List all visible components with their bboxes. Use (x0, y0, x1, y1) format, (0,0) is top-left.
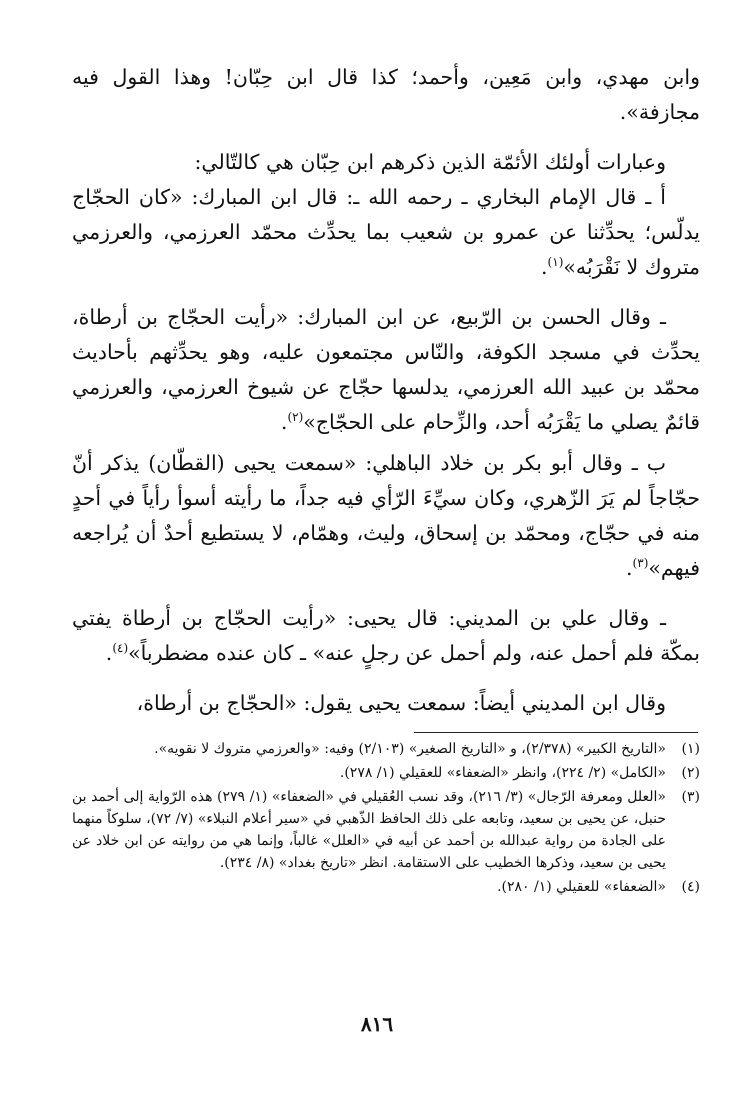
footnote-number: (٣) (681, 789, 700, 805)
footnote-text: «التاريخ الكبير» (٢/٣٧٨)، و «التاريخ الصغير» (٢/١٠٣) وفيه: «والعرزمي متروك لا نقويه». (154, 741, 666, 757)
paragraph-1: وابن مهدي، وابن مَعِين، وأحمد؛ كذا قال ابن حِبّان! وهذا القول فيه مجازفة». (72, 65, 700, 124)
paragraph-7: وقال ابن المديني أيضاً: سمعت يحيى يقول: «الحجّاج بن أرطاة، (136, 691, 666, 715)
paragraph-5: ب ـ وقال أبو بكر بن خلاد الباهلي: «سمعت يحيى (القطّان) يذكر أنّ حجّاجاً لم يَرَ الزّهري، وكان سيِّءَ الرّأي فيه جداً، ما رأيته أسوأ رأياً في أحدٍ منه في حجّاج، ومحمّد بن إسحاق، وليث، وهمّام، لا يستطيع أحدٌ أن يُراجعه فيهم»$^{(٣)}$. (72, 451, 700, 580)
footnote-ref-2[interactable]: (٢) (287, 410, 304, 425)
paragraph-4: ـ وقال الحسن بن الرّبيع، عن ابن المبارك: «رأيت الحجّاج بن أرطاة، يحدِّث في مسجد الكوفة، والنّاس مجتمعون عليه، وهو يحدِّثهم بأحاديث محمّد بن عبيد الله العرزمي، يدلسها حجّاج عن شيوخ العرزمي، والعرزمي قائمٌ يصلي ما يَقْرَبُه أحد، والزِّحام على الحجّاج»$^{(٢)}$. (72, 305, 700, 434)
footnotes (72, 738, 700, 900)
footnote-text: «الضعفاء» للعقيلي (١/ ٢٨٠). (497, 879, 666, 895)
paragraph-2: وعبارات أولئك الأئمّة الذين ذكرهم ابن حِبّان هي كالتّالي: (194, 150, 666, 174)
footnote-ref-1[interactable]: (١) (547, 255, 564, 270)
footnote-number: (٢) (681, 765, 700, 781)
footnote-3 (72, 786, 700, 874)
footnote-2 (72, 762, 700, 784)
footnote-divider (414, 732, 698, 733)
paragraph-3: أ ـ قال الإمام البخاري ـ رحمه الله ـ: قال ابن المبارك: «كان الحجّاج يدلّس؛ يحدِّثنا عن عمرو بن شعيب بما يحدِّث محمّد العرزمي، والعرزمي متروك لا نَقْرَبُه»$^{(١)}$. (72, 185, 700, 279)
main-text (72, 60, 700, 721)
footnote-ref-4[interactable]: (٤) (112, 641, 129, 656)
footnote-number: (١) (681, 741, 700, 757)
footnote-1 (72, 738, 700, 760)
footnote-number: (٤) (681, 879, 700, 895)
footnote-ref-3[interactable]: (٣) (632, 556, 649, 571)
footnote-text: «الكامل» (٢/ ٢٢٤)، وانظر «الضعفاء» للعقيلي (١/ ٢٧٨). (339, 765, 666, 781)
page-number: ٨١٦ (360, 1012, 394, 1036)
footnote-4 (72, 876, 700, 898)
footnote-text: «العلل ومعرفة الرّجال» (٣/ ٢١٦)، وقد نسب العُقيلي في «الضعفاء» (١/ ٢٧٩) هذه الرّواية إلى أحمد بن حنبل، عن يحيى بن سعيد، وتابعه على ذلك الحافظ الذّهبي في «سير أعلام النبلاء» (٧/ ٧٢)، سلوكاً منهما على الجادة من رواية عبدالله بن أحمد عن أبيه في «العلل» غالباً، وإنما هي من روايته عن ابن خلاد عن يحيى بن سعيد، وذكرها الخطيب على الاستقامة. انظر «تاريخ بغداد» (٨/ ٢٣٤). (72, 789, 666, 871)
paragraph-6: ـ وقال علي بن المديني: قال يحيى: «رأيت الحجّاج بن أرطاة يفتي بمكّة فلم أحمل عنه، ولم أحمل عن رجلٍ عنه» ـ كان عنده مضطرباً»$^{(٤)}$. (72, 606, 700, 665)
